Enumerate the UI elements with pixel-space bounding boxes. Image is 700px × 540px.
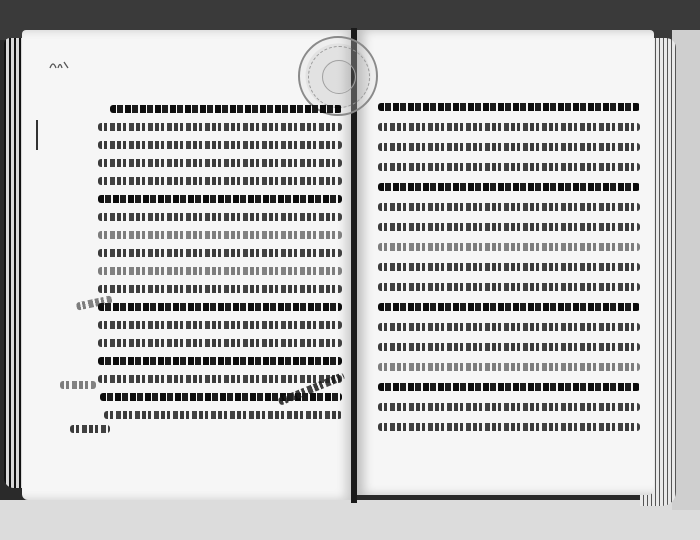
right-text-line <box>378 160 640 174</box>
right-text-line <box>378 360 640 374</box>
right-text-line <box>378 300 640 314</box>
right-text-line <box>378 220 640 234</box>
left-text-line <box>98 138 342 152</box>
left-text-line <box>98 174 342 188</box>
left-text-line <box>98 156 342 170</box>
right-text-line <box>378 340 640 354</box>
left-text-line <box>98 228 342 242</box>
right-text-line <box>378 320 640 334</box>
left-text-line <box>98 300 342 314</box>
left-text-line <box>98 282 342 296</box>
right-text-line <box>378 180 640 194</box>
right-text-line <box>378 140 640 154</box>
right-text-line <box>378 200 640 214</box>
background-bottom <box>0 500 700 540</box>
left-text-line <box>98 336 342 350</box>
left-text-line <box>98 192 342 206</box>
margin-note <box>60 378 96 390</box>
left-text-line <box>98 120 342 134</box>
folio-number <box>48 58 70 72</box>
left-text-line <box>110 102 342 116</box>
right-text-line <box>378 380 640 394</box>
left-text-line <box>98 210 342 224</box>
left-text-line <box>98 318 342 332</box>
left-text-line <box>98 264 342 278</box>
right-text-line <box>378 400 640 414</box>
margin-mark <box>36 120 46 150</box>
right-text-line <box>378 420 640 434</box>
left-text-line <box>98 354 342 368</box>
right-text-line <box>378 240 640 254</box>
right-text-line <box>378 280 640 294</box>
left-text-line <box>98 246 342 260</box>
closing-word <box>70 422 110 434</box>
background-right <box>672 30 700 510</box>
left-text-line <box>104 408 342 422</box>
right-text-line <box>378 120 640 134</box>
right-text-line <box>378 260 640 274</box>
right-text-line <box>378 100 640 114</box>
